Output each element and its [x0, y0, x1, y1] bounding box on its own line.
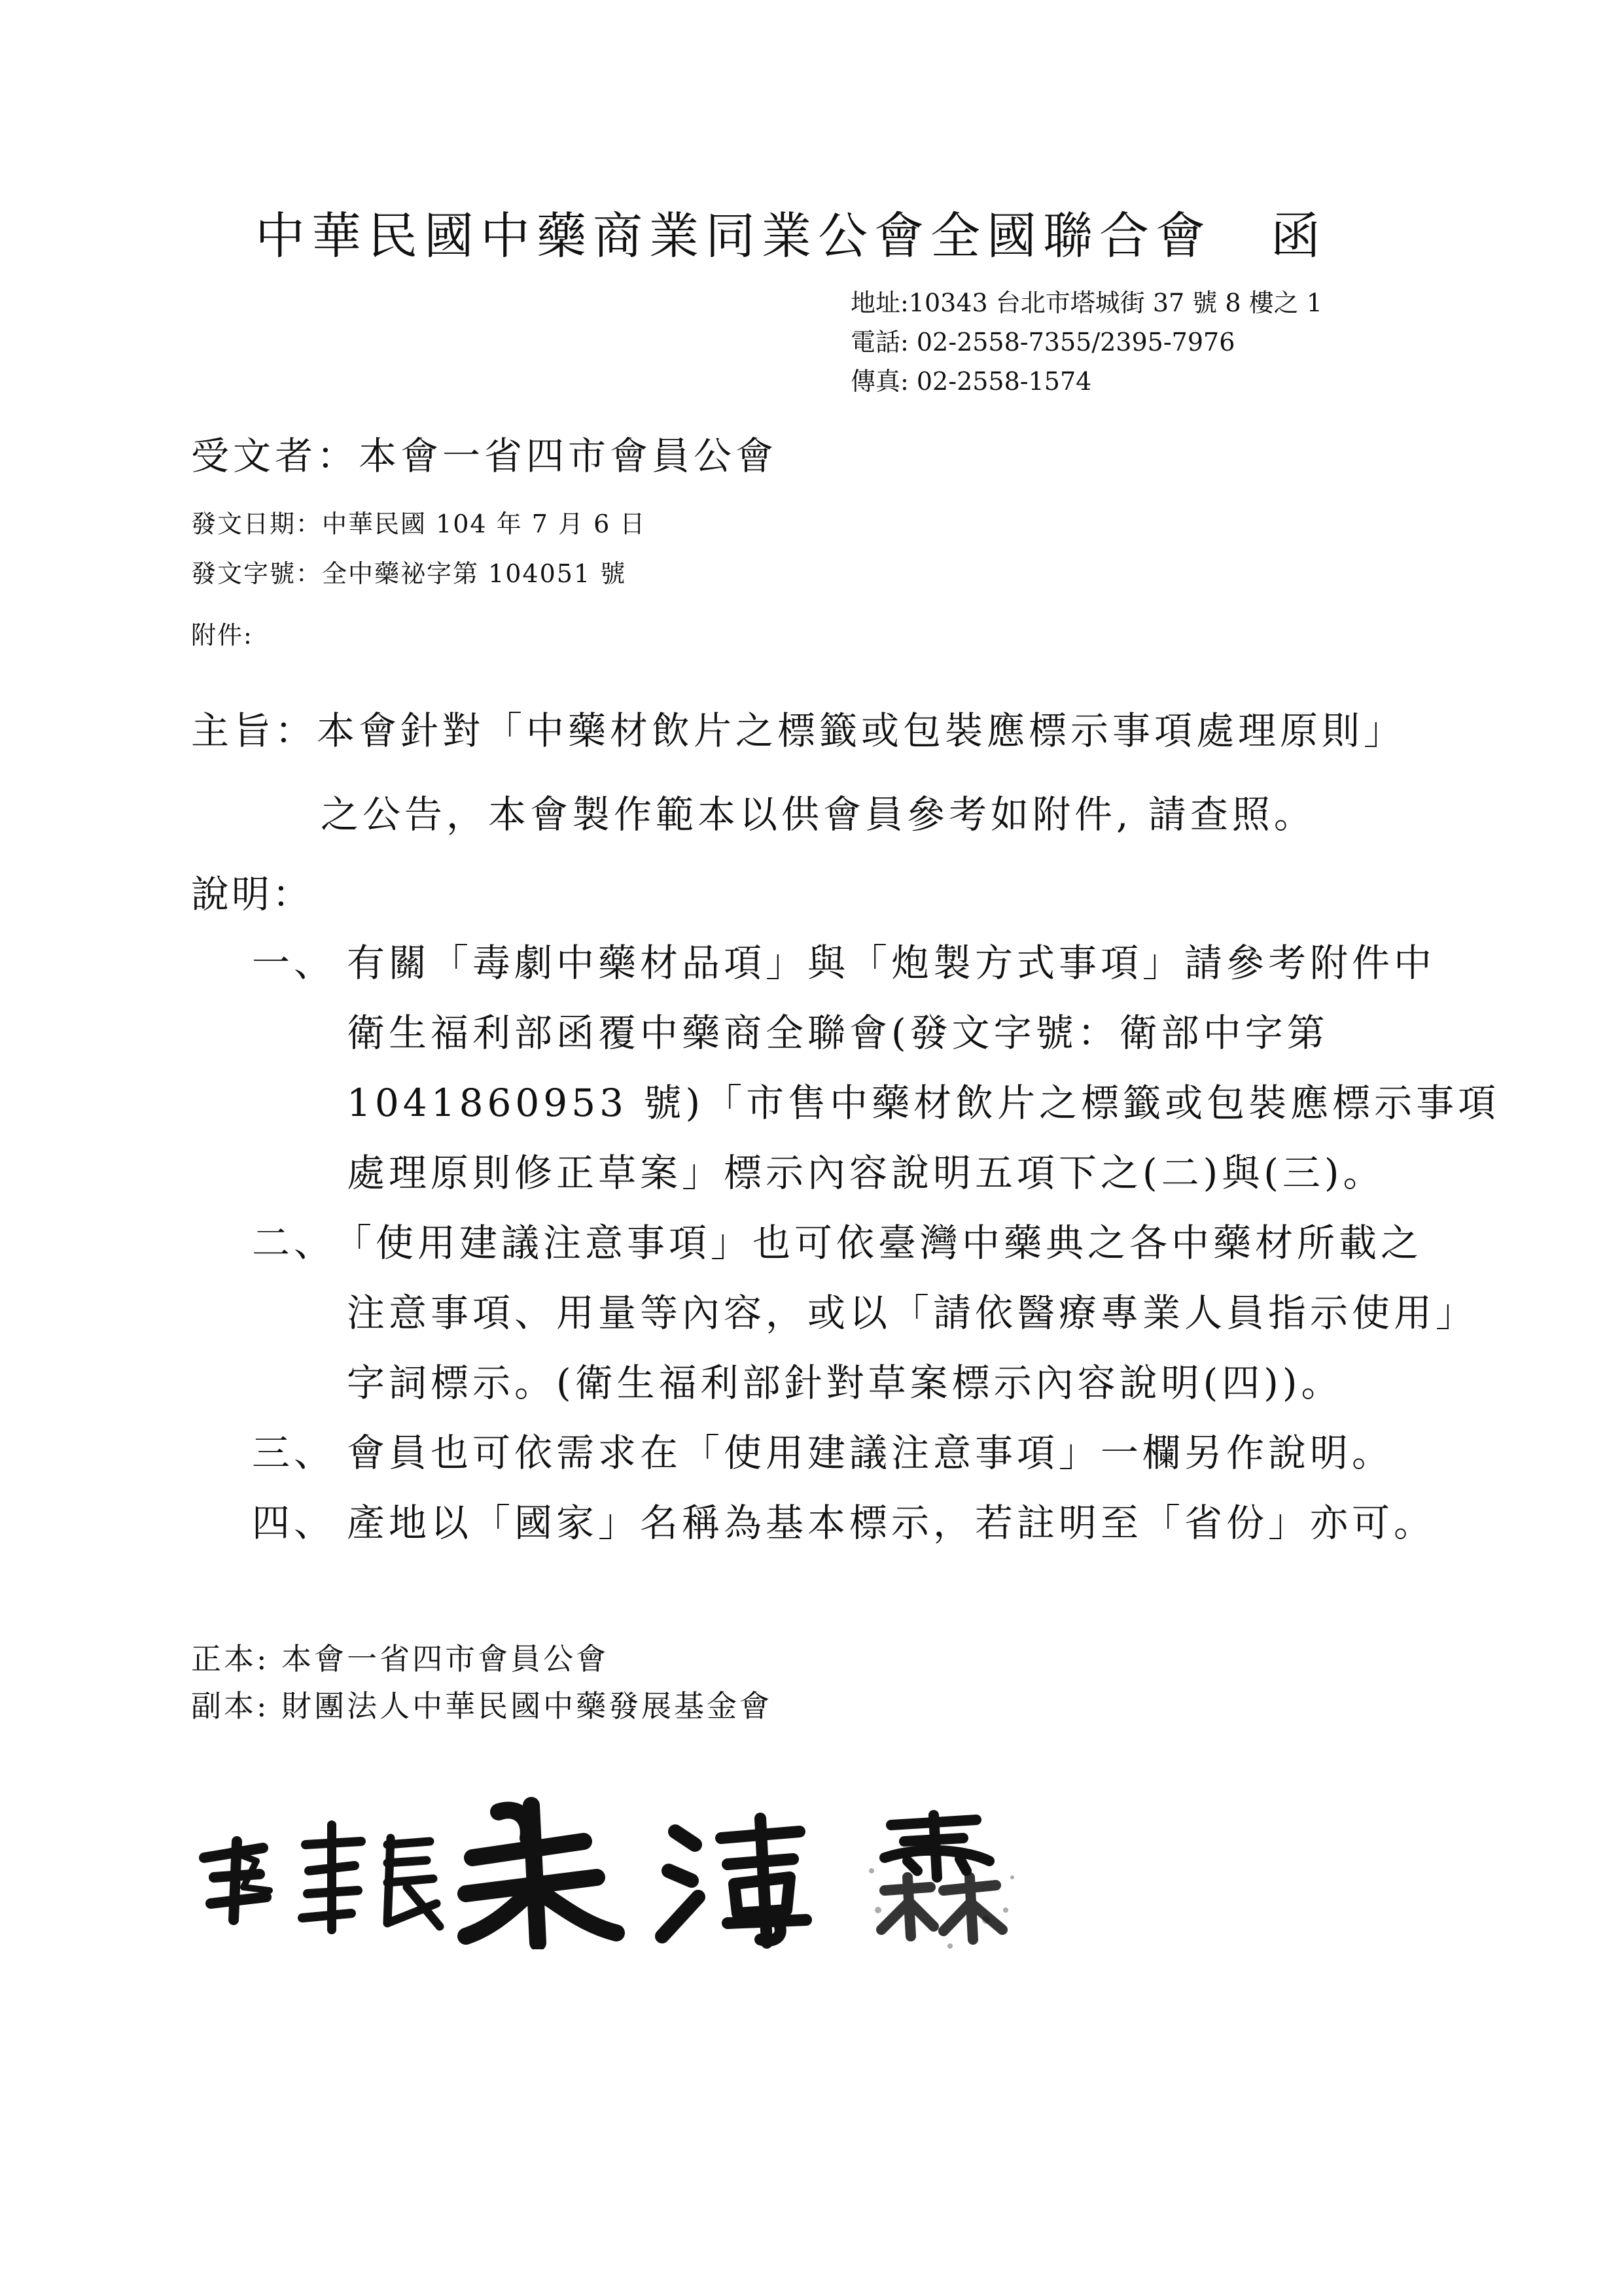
- subject-line-2: 之公告，本會製作範本以供會員參考如附件, 請查照。: [321, 792, 1316, 837]
- item-2-line-1: 「使用建議注意事項」也可依臺灣中藥典之各中藥材所載之: [334, 1221, 1423, 1265]
- attachment-label: 附件:: [191, 621, 253, 650]
- phone: 電話: 02-2558-7355/2395-7976: [851, 328, 1235, 357]
- item-4-line-1: 產地以「國家」名稱為基本標示，若註明至「省份」亦可。: [347, 1501, 1436, 1545]
- org-name: 中華民國中藥商業同業公會全國聯合會: [255, 207, 1212, 265]
- explanation-label: 說明：: [191, 872, 313, 916]
- doc-type: 函: [1271, 207, 1327, 265]
- letter-title: [255, 196, 1327, 268]
- original-recipient: 正本: 本會一省四市會員公會: [191, 1641, 609, 1677]
- item-1-number: 一、: [252, 941, 336, 985]
- address: 地址:10343 台北市塔城街 37 號 8 樓之 1: [851, 288, 1322, 317]
- item-1-line-1: 有關「毒劇中藥材品項」與「炮製方式事項」請參考附件中: [347, 941, 1436, 985]
- signature: [191, 1779, 1107, 1949]
- document-number: 發文字號：全中藥祕字第 104051 號: [191, 559, 627, 588]
- signature-brush-image: [191, 1779, 1107, 1949]
- fax: 傳真: 02-2558-1574: [851, 367, 1092, 396]
- item-2-number: 二、: [252, 1221, 336, 1265]
- recipient: 受文者：本會一省四市會員公會: [191, 434, 778, 478]
- copy-recipient: 副本: 財團法人中華民國中藥發展基金會: [191, 1688, 773, 1724]
- item-4-number: 四、: [252, 1501, 336, 1545]
- item-3-line-1: 會員也可依需求在「使用建議注意事項」一欄另作說明。: [347, 1431, 1394, 1475]
- item-3-number: 三、: [252, 1431, 336, 1475]
- item-2-line-2: 注意事項、用量等內容，或以「請依醫療專業人員指示使用」: [347, 1291, 1478, 1335]
- item-1-line-2: 衛生福利部函覆中藥商全聯會(發文字號：衛部中字第: [347, 1011, 1329, 1055]
- issue-date: 發文日期：中華民國 104 年 7 月 6 日: [191, 510, 646, 538]
- item-2-line-3: 字詞標示。(衛生福利部針對草案標示內容說明(四))。: [347, 1361, 1343, 1405]
- item-1-line-4: 處理原則修正草案」標示內容說明五項下之(二)與(三)。: [347, 1151, 1385, 1195]
- item-1-line-3: 1041860953 號)「市售中藥材飲片之標籤或包裝應標示事項: [347, 1081, 1500, 1125]
- subject-line-1: 主旨：本會針對「中藥材飲片之標籤或包裝應標示事項處理原則」: [191, 708, 1406, 753]
